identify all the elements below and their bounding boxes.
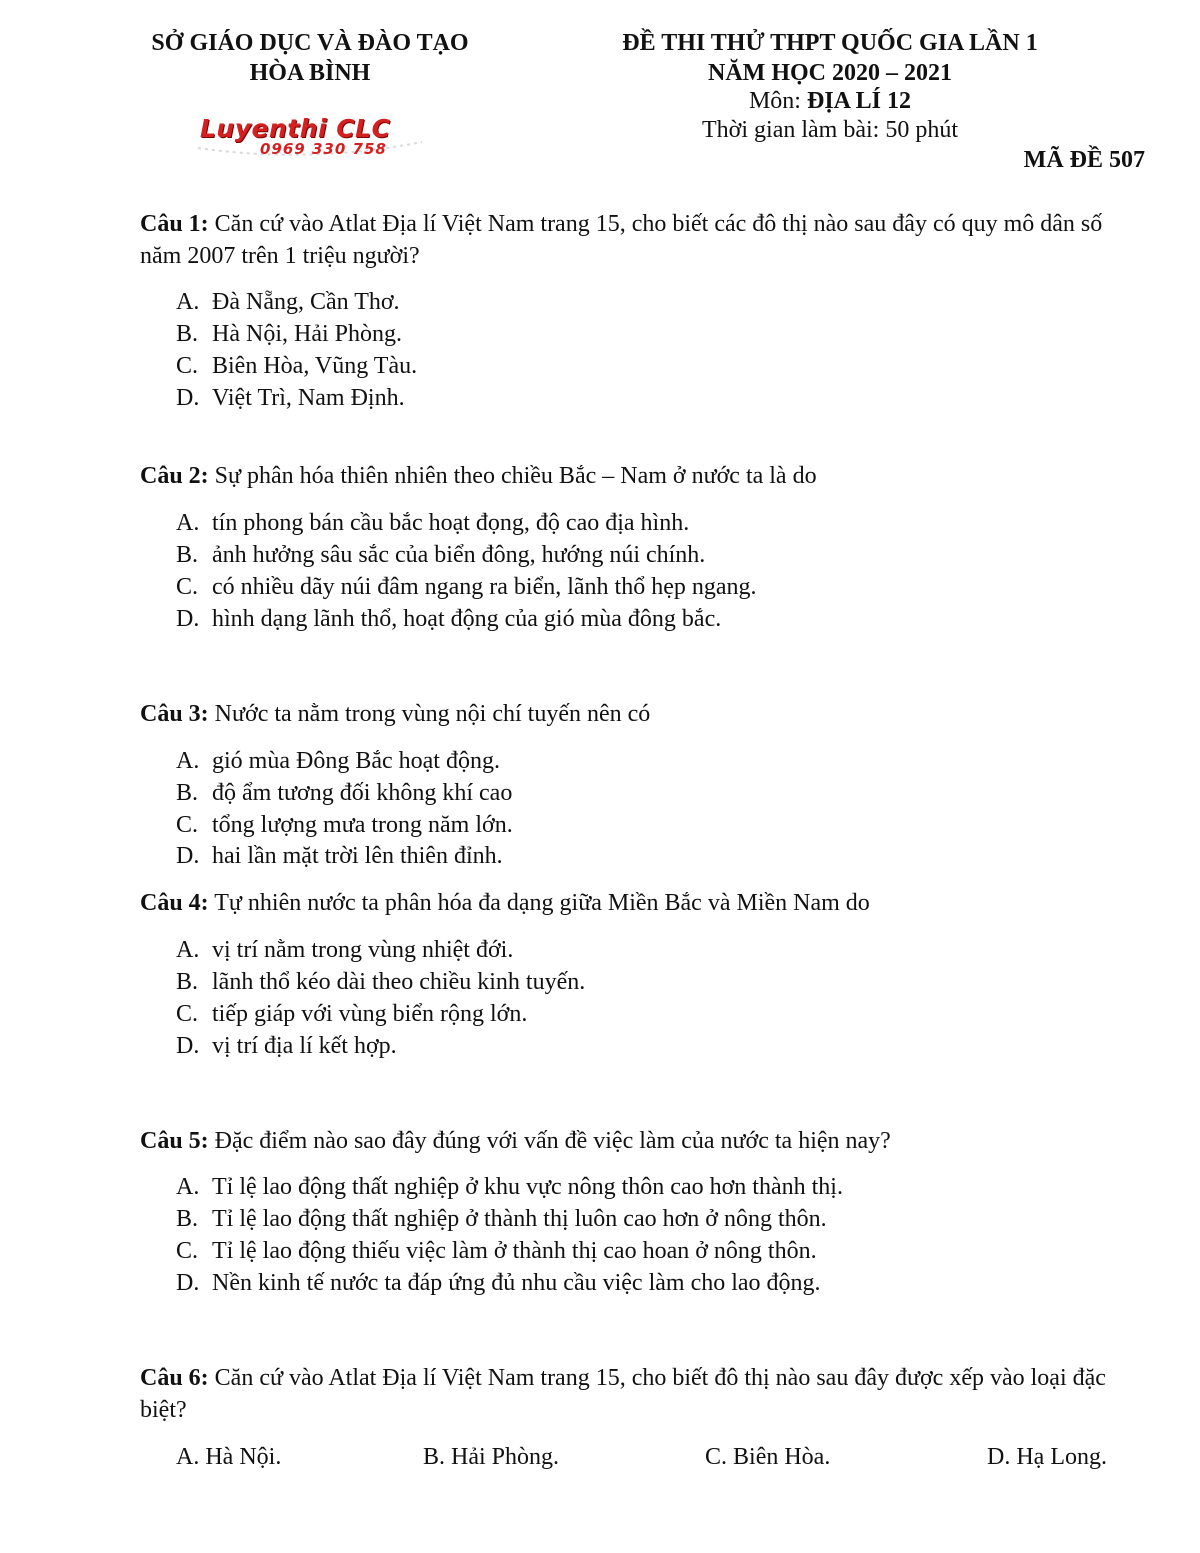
answer-option[interactable] — [176, 1030, 397, 1062]
subject-name: ĐỊA LÍ 12 — [806, 88, 912, 114]
answer-option[interactable] — [176, 539, 705, 571]
option-letter: A. — [176, 1174, 200, 1200]
option-letter: A. — [176, 748, 200, 774]
option-text: có nhiều dãy núi đâm ngang ra biển, lãnh thổ hẹp ngang. — [212, 574, 757, 600]
option-text: vị trí nằm trong vùng nhiệt đới. — [212, 937, 514, 963]
option-letter: C. — [176, 1001, 199, 1027]
option-letter: B. — [176, 780, 199, 806]
option-letter: C. — [705, 1444, 728, 1470]
option-letter: A. — [176, 289, 200, 315]
option-text: lãnh thổ kéo dài theo chiều kinh tuyến. — [212, 969, 586, 995]
option-text: Việt Trì, Nam Định. — [212, 385, 405, 411]
answer-option[interactable] — [705, 1441, 830, 1473]
option-text: tín phong bán cầu bắc hoạt đọng, độ cao địa hình. — [212, 510, 690, 536]
province-name: HÒA BÌNH — [249, 60, 371, 86]
answer-option[interactable] — [176, 286, 400, 318]
question-5 — [140, 1125, 1140, 1157]
option-letter: D. — [176, 1270, 200, 1296]
logo-phone: 0969 330 758 — [260, 140, 387, 158]
option-text: Biên Hòa, Vũng Tàu. — [212, 353, 418, 379]
subject-prefix: Môn: — [748, 88, 801, 114]
question-label: Câu 3: — [140, 701, 209, 727]
option-text: tổng lượng mưa trong năm lớn. — [212, 812, 513, 838]
option-text: gió mùa Đông Bắc hoạt động. — [212, 748, 500, 774]
question-6 — [140, 1362, 1140, 1426]
option-text: Tỉ lệ lao động thiếu việc làm ở thành thị cao hoan ở nông thôn. — [212, 1238, 817, 1264]
answer-option[interactable] — [176, 603, 721, 635]
answer-option[interactable] — [176, 745, 500, 777]
answer-option[interactable] — [176, 809, 513, 841]
option-text: vị trí địa lí kết hợp. — [212, 1033, 397, 1059]
option-text: hai lần mặt trời lên thiên đỉnh. — [212, 843, 503, 869]
option-text: Biên Hòa. — [733, 1444, 831, 1470]
question-3 — [140, 698, 1140, 730]
option-text: Hà Nội. — [205, 1444, 282, 1470]
answer-option[interactable] — [176, 1235, 817, 1267]
option-letter: B. — [176, 542, 199, 568]
exam-code: MÃ ĐỀ 507 — [1023, 147, 1145, 173]
answer-option[interactable] — [176, 777, 512, 809]
answer-option[interactable] — [176, 998, 527, 1030]
option-letter: B. — [423, 1444, 446, 1470]
option-letter: D. — [176, 843, 200, 869]
answer-option[interactable] — [176, 571, 757, 603]
option-letter: C. — [176, 574, 199, 600]
option-letter: C. — [176, 1238, 199, 1264]
question-text: Đặc điểm nào sao đây đúng với vấn đề việc làm của nước ta hiện nay? — [214, 1128, 891, 1154]
option-text: tiếp giáp với vùng biển rộng lớn. — [212, 1001, 528, 1027]
question-4 — [140, 887, 1140, 919]
option-letter: A. — [176, 1444, 200, 1470]
department-name: SỞ GIÁO DỤC VÀ ĐÀO TẠO — [151, 30, 469, 56]
option-text: Tỉ lệ lao động thất nghiệp ở khu vực nông thôn cao hơn thành thị. — [212, 1174, 843, 1200]
answer-option[interactable] — [176, 934, 513, 966]
answer-option[interactable] — [176, 840, 503, 872]
option-text: độ ẩm tương đối không khí cao — [212, 780, 513, 806]
logo-name: Luyenthi CLC — [200, 114, 391, 143]
option-letter: C. — [176, 353, 199, 379]
answer-option[interactable] — [987, 1441, 1107, 1473]
question-1 — [140, 208, 1140, 272]
question-label: Câu 6: — [140, 1365, 209, 1391]
subject-line — [560, 86, 1100, 116]
question-text: Căn cứ vào Atlat Địa lí Việt Nam trang 15, cho biết đô thị nào sau đây được xếp vào loại đặc biệt? — [140, 1365, 1106, 1423]
option-text: ảnh hưởng sâu sắc của biển đông, hướng núi chính. — [212, 542, 706, 568]
question-text: Căn cứ vào Atlat Địa lí Việt Nam trang 15, cho biết các đô thị nào sau đây có quy mô dân số năm 2007 trên 1 triệu người? — [140, 211, 1103, 269]
answer-option[interactable] — [176, 350, 417, 382]
answer-option[interactable] — [423, 1441, 559, 1473]
question-2 — [140, 460, 1140, 492]
answer-option[interactable] — [176, 1171, 843, 1203]
answer-option[interactable] — [176, 318, 402, 350]
option-text: Hải Phòng. — [451, 1444, 560, 1470]
option-letter: A. — [176, 510, 200, 536]
answer-option[interactable] — [176, 1267, 821, 1299]
option-letter: D. — [176, 1033, 200, 1059]
question-label: Câu 1: — [140, 211, 209, 237]
answer-option[interactable] — [176, 1441, 281, 1473]
option-text: Nền kinh tế nước ta đáp ứng đủ nhu cầu việc làm cho lao động. — [212, 1270, 821, 1296]
exam-title: ĐỀ THI THỬ THPT QUỐC GIA LẦN 1 — [622, 30, 1038, 56]
answer-option[interactable] — [176, 507, 689, 539]
option-letter: B. — [176, 321, 199, 347]
answer-option[interactable] — [176, 382, 405, 414]
question-label: Câu 2: — [140, 463, 209, 489]
answer-option[interactable] — [176, 1203, 827, 1235]
option-text: Đà Nẵng, Cần Thơ. — [212, 289, 400, 315]
question-text: Tự nhiên nước ta phân hóa đa dạng giữa Miền Bắc và Miền Nam do — [214, 890, 870, 916]
logo — [190, 112, 430, 162]
question-label: Câu 5: — [140, 1128, 209, 1154]
option-letter: A. — [176, 937, 200, 963]
school-year: NĂM HỌC 2020 – 2021 — [708, 60, 952, 86]
option-letter: C. — [176, 812, 199, 838]
option-letter: D. — [176, 606, 200, 632]
option-letter: B. — [176, 1206, 199, 1232]
option-letter: D. — [987, 1444, 1011, 1470]
option-letter: B. — [176, 969, 199, 995]
option-text: Hà Nội, Hải Phòng. — [212, 321, 402, 347]
question-text: Sự phân hóa thiên nhiên theo chiều Bắc – Nam ở nước ta là do — [214, 463, 817, 489]
question-label: Câu 4: — [140, 890, 209, 916]
answer-option[interactable] — [176, 966, 585, 998]
exam-duration: Thời gian làm bài: 50 phút — [702, 117, 958, 143]
question-text: Nước ta nằm trong vùng nội chí tuyến nên có — [214, 701, 651, 727]
option-letter: D. — [176, 385, 200, 411]
option-text: Tỉ lệ lao động thất nghiệp ở thành thị luôn cao hơn ở nông thôn. — [212, 1206, 827, 1232]
option-text: Hạ Long. — [1016, 1444, 1107, 1470]
option-text: hình dạng lãnh thổ, hoạt động của gió mùa đông bắc. — [212, 606, 722, 632]
